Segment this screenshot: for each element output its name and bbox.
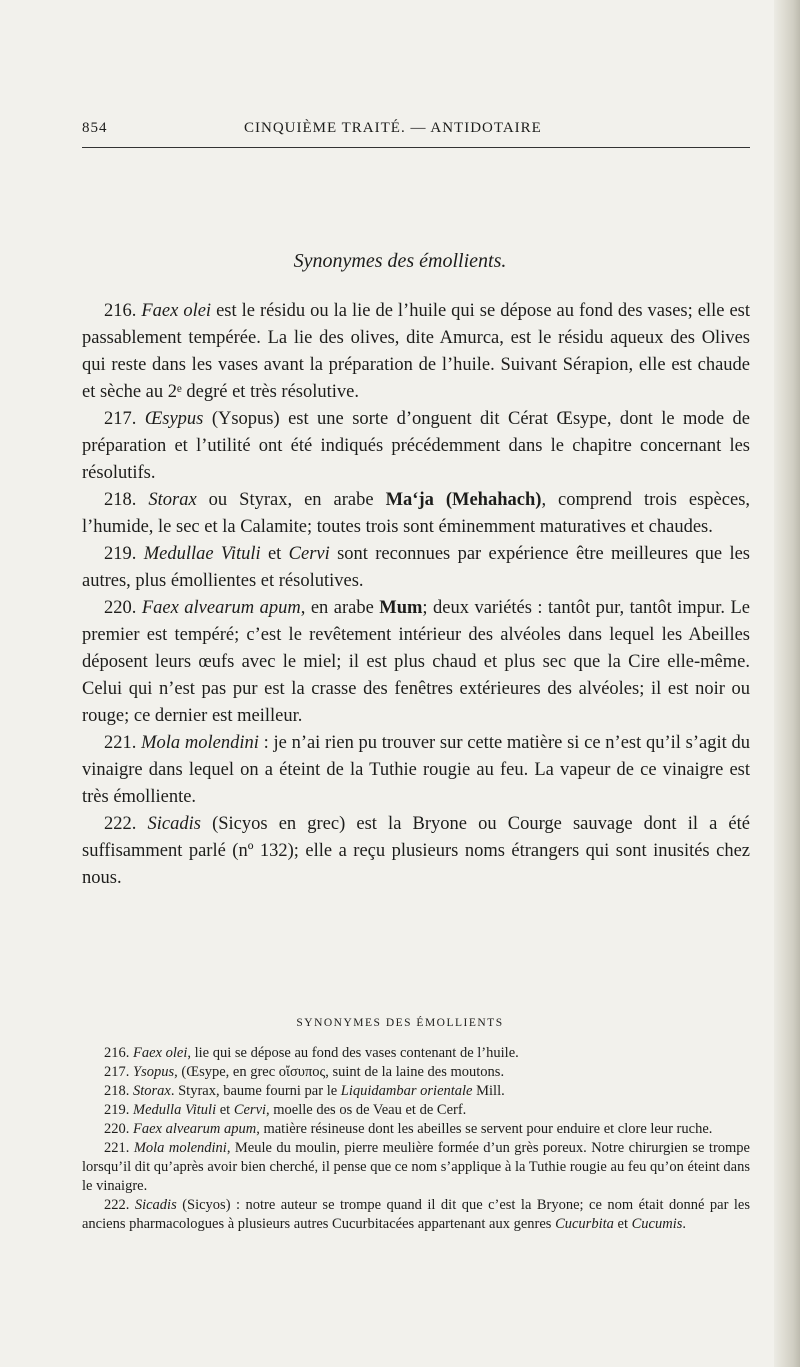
- footnote-220: 220. Faex alvearum apum, matière résineuse dont les abeilles se servent pour enduire et clore leur ruche.: [104, 1121, 713, 1137]
- footnote-219: 219. Medulla Vituli et Cervi, moelle des os de Veau et de Cerf.: [104, 1102, 467, 1118]
- footnote-216: 216. Faex olei, lie qui se dépose au fond des vases contenant de l’huile.: [104, 1045, 519, 1061]
- header-rule: [82, 147, 750, 148]
- latin-term: Cervi: [288, 544, 330, 564]
- page-edge-shadow: [774, 0, 800, 1367]
- latin-term: Mola molendini: [141, 733, 259, 753]
- latin-term: Sicadis: [147, 814, 201, 834]
- greek-term: οἴσυπος: [278, 1064, 326, 1080]
- arabic-term: Mum: [379, 598, 423, 618]
- running-head: CINQUIÈME TRAITÉ. — ANTIDOTAIRE: [244, 120, 542, 136]
- footnotes-title: SYNONYMES DES ÉMOLLIENTS: [296, 1017, 504, 1029]
- latin-term: Œsypus: [144, 409, 204, 429]
- footnote-222: 222. Sicadis (Sicyos) : notre auteur se trompe quand il dit que c’est la Bryone; ce nom était donné par les anciens pharmacologues à plusieurs autres Cucurbitacées appartenant aux genres Cucurbita et Cucumis.: [82, 1197, 751, 1232]
- footnote-221: 221. Mola molendini, Meule du moulin, pierre meulière formée d’un grès poreux. Notre chirurgien se trompe lorsqu’il dit qu’après avoir bien cherché, il pense que ce nom s’applique à la Tuthie rougie au feu qu’on éteint dans le vinaigre.: [82, 1140, 750, 1194]
- arabic-term: Ma‘ja (Mehahach): [385, 490, 542, 510]
- latin-term: Medullae Vituli: [143, 544, 261, 564]
- main-text: [82, 298, 750, 892]
- paragraph-222: 222. Sicadis (Sicyos en grec) est la Bryone ou Courge sauvage dont il a été suffisamment parlé (nº 132); elle a reçu plusieurs noms étrangers qui sont inusités chez nous.: [82, 814, 750, 888]
- paragraph-217: 217. Œsypus (Ysopus) est une sorte d’onguent dit Cérat Œsype, dont le mode de préparation et l’utilité ont été indiqués précédemment dans le chapitre concernant les résolutifs.: [82, 409, 750, 483]
- section-title: Synonymes des émollients.: [293, 250, 507, 272]
- paragraph-219: 219. Medullae Vituli et Cervi sont reconnues par expérience être meilleures que les autres, plus émollientes et résolutives.: [82, 544, 750, 591]
- latin-term: Storax: [148, 490, 197, 510]
- paragraph-216: 216. Faex olei est le résidu ou la lie de l’huile qui se dépose au fond des vases; elle est passablement tempérée. La lie des olives, dite Amurca, est le résidu aqueux des Olives qui reste dans les vases avant la préparation de l’huile. Suivant Sérapion, elle est chaude et sèche au 2ᵉ degré et très résolutive.: [82, 301, 750, 402]
- page-number: 854: [82, 120, 108, 136]
- footnote-217: 217. Ysopus, (Œsype, en grec οἴσυπος, suint de la laine des moutons.: [104, 1064, 505, 1080]
- page-header: [82, 120, 752, 142]
- latin-term: Faex olei: [141, 301, 212, 321]
- footnotes: [82, 1044, 750, 1234]
- latin-term: Faex alvearum apum: [141, 598, 301, 618]
- paragraph-221: 221. Mola molendini : je n’ai rien pu trouver sur cette matière si ce n’est qu’il s’agit du vinaigre dans lequel on a éteint de la Tuthie rougie au feu. La vapeur de ce vinaigre est très émolliente.: [82, 733, 750, 807]
- paragraph-218: 218. Storax ou Styrax, en arabe Ma‘ja (Mehahach), comprend trois espèces, l’humide, le sec et la Calamite; toutes trois sont éminemment maturatives et chaudes.: [82, 490, 751, 537]
- footnote-218: 218. Storax. Styrax, baume fourni par le Liquidambar orientale Mill.: [104, 1083, 505, 1099]
- paragraph-220: 220. Faex alvearum apum, en arabe Mum; deux variétés : tantôt pur, tantôt impur. Le premier est tempéré; c’est le revêtement intérieur des alvéoles dans lequel les Abeilles déposent leurs œufs avec le miel; il est plus chaud et plus sec que la Cire elle-même. Celui qui n’est pas pur est la crasse des fenêtres extérieures des alvéoles; il est noir ou rouge; ce dernier est meilleur.: [82, 598, 750, 726]
